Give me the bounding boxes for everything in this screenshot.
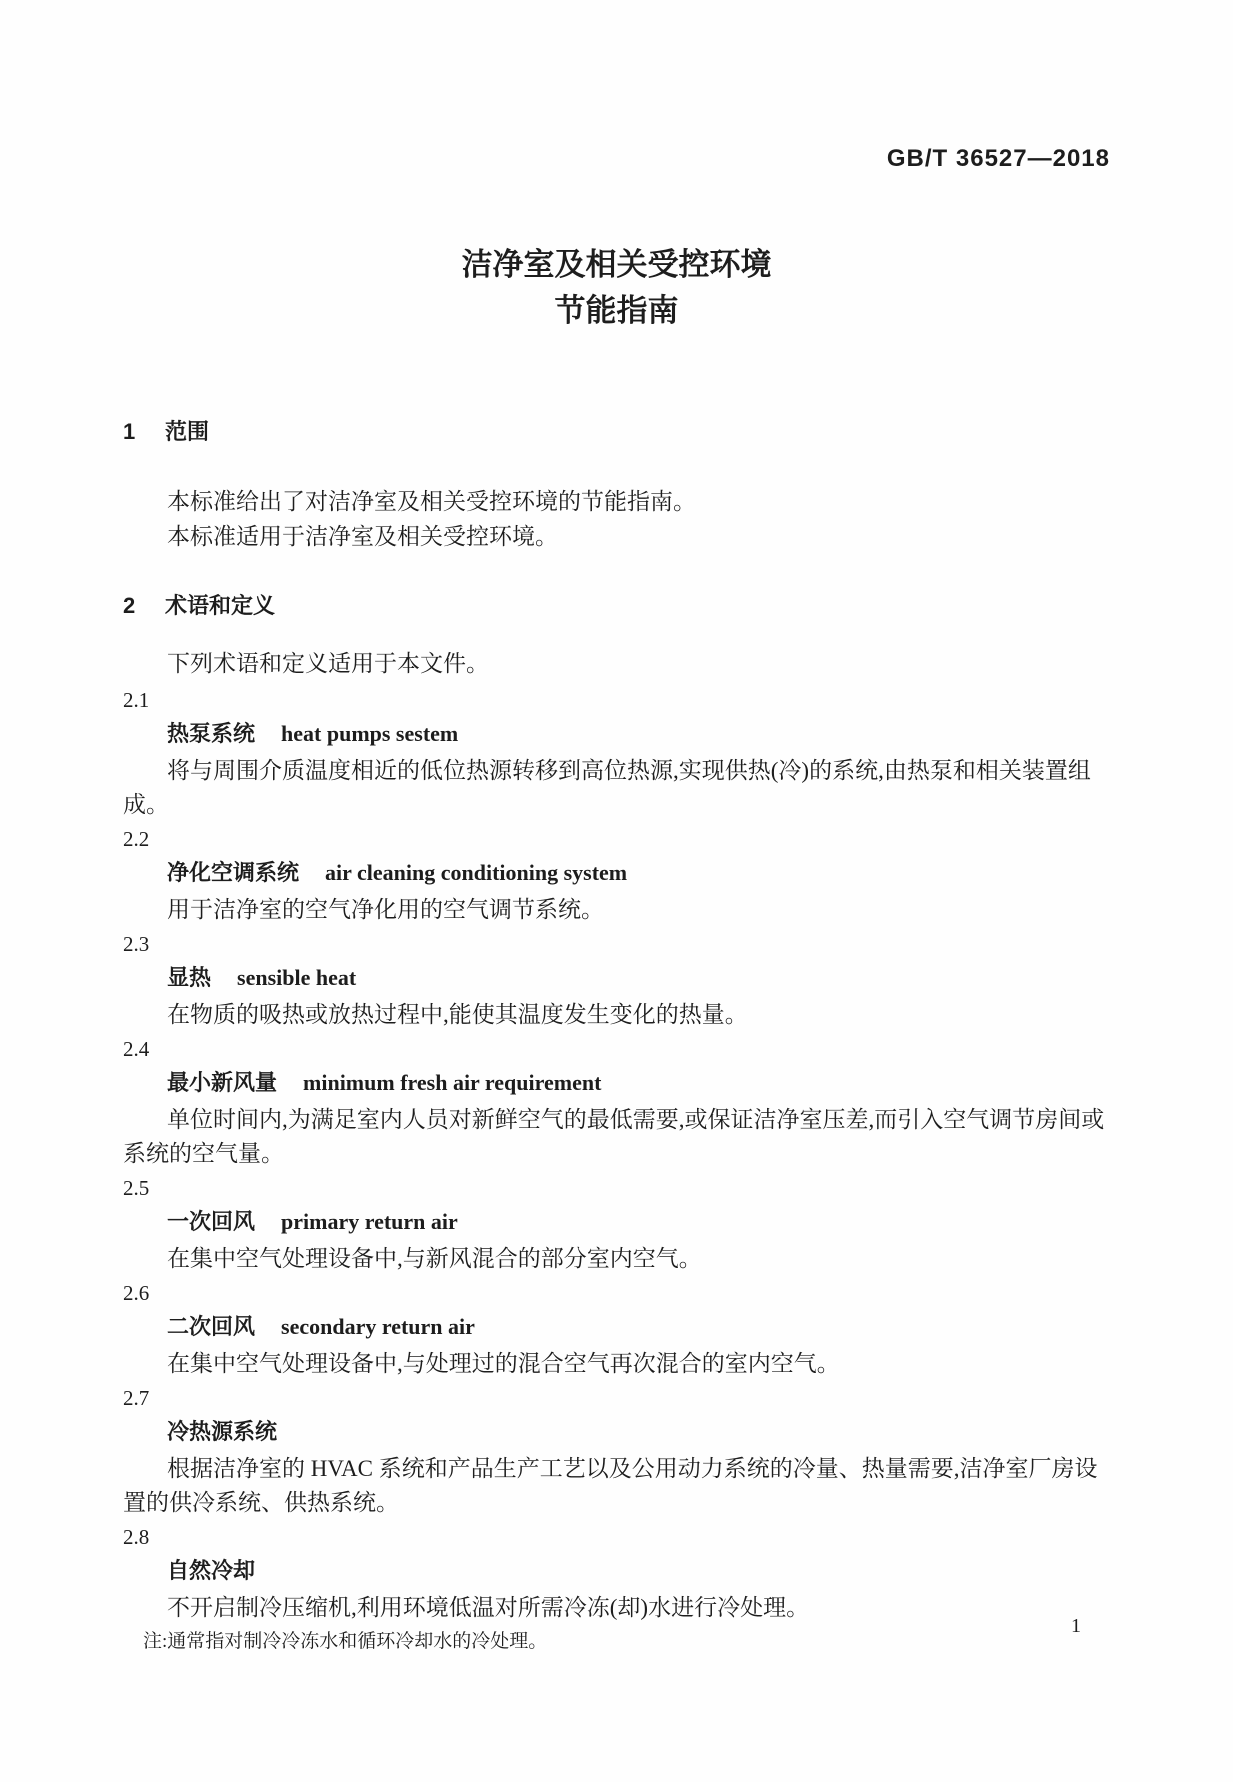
- term-name-en: minimum fresh air requirement: [303, 1070, 602, 1095]
- term-id: 2.3: [123, 932, 150, 956]
- term-name-zh: 自然冷却: [167, 1558, 256, 1583]
- section2-heading-text: 术语和定义: [165, 593, 276, 618]
- section1-heading-text: 范围: [165, 419, 210, 444]
- term-name-en: primary return air: [281, 1209, 458, 1234]
- term-heading: [123, 1415, 1110, 1452]
- term-name-en: air cleaning conditioning system: [325, 860, 628, 885]
- term-note: 注:通常指对制冷冷冻水和循环冷却水的冷处理。: [143, 1631, 548, 1652]
- term-heading: [123, 1066, 1110, 1103]
- term-entry-2-6: [123, 1276, 1110, 1381]
- term-id: 2.8: [123, 1525, 150, 1549]
- term-entry-2-4: [123, 1032, 1110, 1171]
- section2-heading: [123, 592, 1110, 620]
- term-entry-2-2: [123, 822, 1110, 927]
- term-definition: 根据洁净室的 HVAC 系统和产品生产工艺以及公用动力系统的冷量、热量需要,洁净室厂房设置的供冷系统、供热系统。: [123, 1456, 1098, 1515]
- term-entry-2-8: [123, 1520, 1110, 1659]
- section1-number: 1: [123, 419, 136, 444]
- section1-paragraph: 本标准给出了对洁净室及相关受控环境的节能指南。: [167, 489, 696, 514]
- term-entry-2-7: [123, 1381, 1110, 1520]
- term-name-zh: 显热: [167, 965, 212, 990]
- term-name-zh: 冷热源系统: [167, 1419, 278, 1444]
- term-heading: [123, 1310, 1110, 1347]
- term-definition: 在物质的吸热或放热过程中,能使其温度发生变化的热量。: [167, 1002, 748, 1027]
- section1-body: [123, 484, 1110, 554]
- term-definition: 用于洁净室的空气净化用的空气调节系统。: [167, 897, 604, 922]
- term-name-zh: 一次回风: [167, 1209, 256, 1234]
- term-definition: 不开启制冷压缩机,利用环境低温对所需冷冻(却)水进行冷处理。: [167, 1595, 810, 1620]
- term-name-en: heat pumps sestem: [281, 721, 459, 746]
- term-id: 2.4: [123, 1037, 150, 1061]
- term-id: 2.2: [123, 827, 150, 851]
- page-number: 1: [1071, 1615, 1081, 1637]
- term-id: 2.6: [123, 1281, 150, 1305]
- section1-heading: [123, 418, 1110, 446]
- terms-list: [123, 683, 1110, 1659]
- document-title-line2: 节能指南: [554, 293, 679, 328]
- term-id: 2.1: [123, 688, 150, 712]
- document-title: [123, 242, 1110, 334]
- term-name-zh: 净化空调系统: [167, 860, 300, 885]
- term-definition: 单位时间内,为满足室内人员对新鲜空气的最低需要,或保证洁净室压差,而引入空气调节房间或系统的空气量。: [123, 1107, 1105, 1166]
- term-entry-2-3: [123, 927, 1110, 1032]
- term-heading: [123, 717, 1110, 754]
- term-heading: [123, 1554, 1110, 1591]
- page-content: [123, 0, 1110, 1659]
- section1-paragraph: 本标准适用于洁净室及相关受控环境。: [167, 524, 558, 549]
- term-entry-2-1: [123, 683, 1110, 822]
- term-name-zh: 最小新风量: [167, 1070, 278, 1095]
- term-definition: 将与周围介质温度相近的低位热源转移到高位热源,实现供热(冷)的系统,由热泵和相关装置组成。: [123, 758, 1091, 817]
- term-heading: [123, 1205, 1110, 1242]
- term-name-zh: 热泵系统: [167, 721, 256, 746]
- term-entry-2-5: [123, 1171, 1110, 1276]
- term-name-en: secondary return air: [281, 1314, 475, 1339]
- term-heading: [123, 961, 1110, 998]
- document-title-line1: 洁净室及相关受控环境: [461, 247, 772, 282]
- term-name-zh: 二次回风: [167, 1314, 256, 1339]
- term-id: 2.7: [123, 1386, 150, 1410]
- term-definition: 在集中空气处理设备中,与处理过的混合空气再次混合的室内空气。: [167, 1351, 840, 1376]
- term-name-en: sensible heat: [237, 965, 357, 990]
- term-heading: [123, 856, 1110, 893]
- standard-number: GB/T 36527—2018: [886, 145, 1110, 172]
- term-id: 2.5: [123, 1176, 150, 1200]
- section2-intro: 下列术语和定义适用于本文件。: [167, 651, 489, 676]
- section2-number: 2: [123, 593, 136, 618]
- term-definition: 在集中空气处理设备中,与新风混合的部分室内空气。: [167, 1246, 702, 1271]
